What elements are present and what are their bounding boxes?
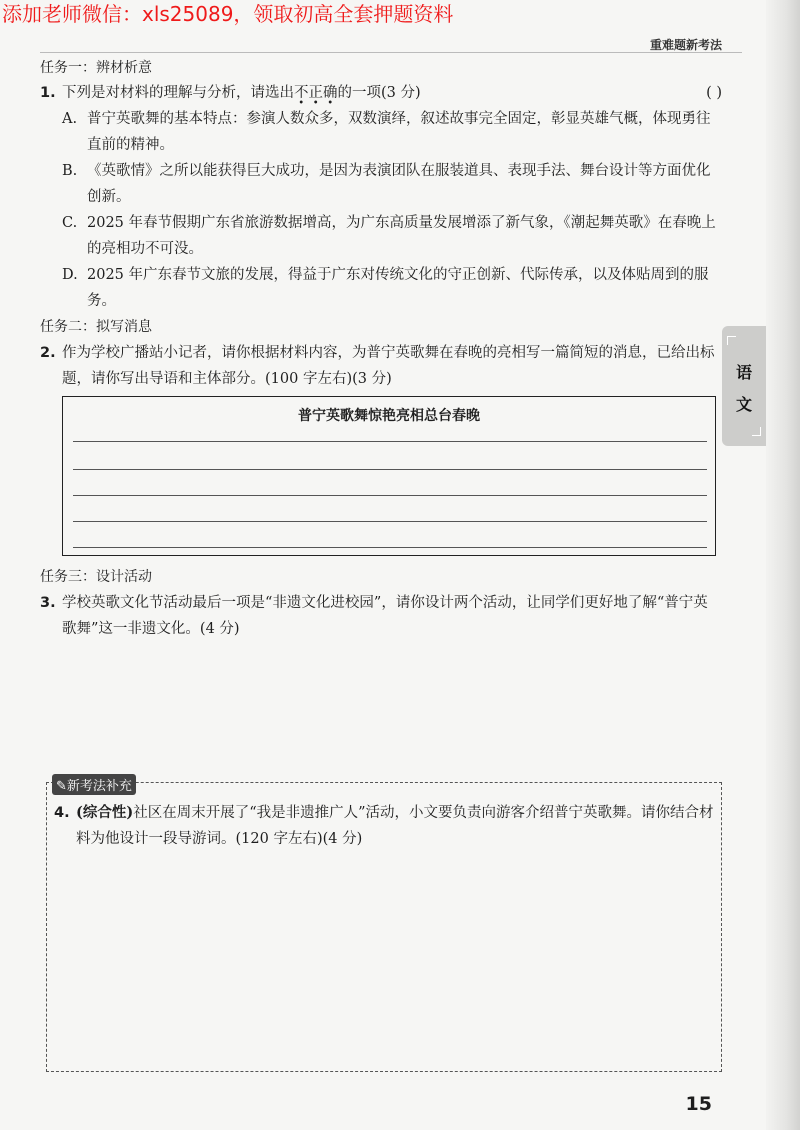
option-label: D. [62, 267, 78, 283]
option-text: 普宁英歌舞的基本特点：参演人数众多，双数演绎，叙述故事完全固定，彰显英雄气概，体现勇往直前的精神。 [87, 111, 711, 153]
task2-heading: 任务二：拟写消息 [40, 319, 152, 335]
writing-line [73, 521, 707, 522]
page-edge [766, 0, 800, 1130]
question-3 [40, 590, 722, 642]
writing-line [73, 547, 707, 548]
option-d[interactable] [62, 262, 720, 314]
writing-line [73, 441, 707, 442]
emphasis-char: 确 [323, 85, 338, 101]
option-text: 《英歌情》之所以能获得巨大成功，是因为表演团队在服装道具、表现手法、舞台设计等方面优化创新。 [87, 163, 711, 205]
tab-corner-bracket [752, 427, 761, 436]
tab-corner-bracket [727, 336, 736, 345]
writing-line [73, 495, 707, 496]
answer-parentheses[interactable]: ( ) [706, 85, 722, 101]
question-4 [54, 800, 718, 852]
option-a[interactable] [62, 106, 720, 158]
tab-char-1: 语 [735, 363, 752, 382]
option-label: C. [62, 215, 78, 231]
question-text: 作为学校广播站小记者，请你根据材料内容，为普宁英歌舞在春晚的亮相写一篇简短的消息，已给出标题，请你写出导语和主体部分。(100 字左右)(3 分) [62, 345, 715, 387]
news-answer-box[interactable] [62, 396, 716, 556]
task1-heading: 任务一：辨材析意 [40, 60, 152, 76]
option-label: A. [62, 111, 78, 127]
stem-part: 的一项(3 分) [337, 85, 421, 101]
task3-heading: 任务三：设计活动 [40, 569, 152, 585]
question-text [76, 800, 718, 852]
question-number: 3. [40, 595, 56, 611]
pen-icon: ✎ [56, 779, 67, 794]
question-number: 2. [40, 345, 56, 361]
option-label: B. [62, 163, 78, 179]
question-tag: (综合性) [76, 804, 134, 821]
subject-side-tab [722, 326, 766, 446]
emphasis-char: 不 [294, 85, 309, 101]
question-2 [40, 340, 722, 392]
supplement-label-text: 新考法补充 [66, 779, 132, 794]
tab-char-2: 文 [735, 395, 752, 414]
header-divider [40, 52, 742, 53]
emphasis-char: 正 [308, 85, 323, 101]
stem-part: 下列是对材料的理解与分析，请选出 [62, 85, 294, 101]
option-b[interactable] [62, 158, 720, 210]
writing-line [73, 469, 707, 470]
page-number: 15 [685, 1093, 712, 1115]
question-text: 学校英歌文化节活动最后一项是“非遗文化进校园”，请你设计两个活动，让同学们更好地了解“普宁英歌舞”这一非遗文化。(4 分) [62, 595, 708, 637]
question-1 [40, 80, 722, 106]
question-stem [62, 80, 722, 106]
news-title: 普宁英歌舞惊艳亮相总台春晚 [298, 408, 480, 424]
option-c[interactable] [62, 210, 720, 262]
option-text: 2025 年春节假期广东省旅游数据增高，为广东高质量发展增添了新气象，《潮起舞英歌》在春晚上的亮相功不可没。 [87, 215, 716, 257]
watermark-text: 添加老师微信：xls25089，领取初高全套押题资料 [2, 2, 454, 26]
running-header: 重难题新考法 [649, 38, 722, 52]
supplement-label [52, 774, 136, 795]
option-text: 2025 年广东春节文旅的发展，得益于广东对传统文化的守正创新、代际传承，以及体贴周到的服务。 [87, 267, 709, 309]
question-body: 社区在周末开展了“我是非遗推广人”活动，小文要负责向游客介绍普宁英歌舞。请你结合材料为他设计一段导游词。(120 字左右)(4 分) [76, 805, 714, 847]
question-number: 4. [54, 805, 70, 821]
question-number: 1. [40, 85, 56, 101]
